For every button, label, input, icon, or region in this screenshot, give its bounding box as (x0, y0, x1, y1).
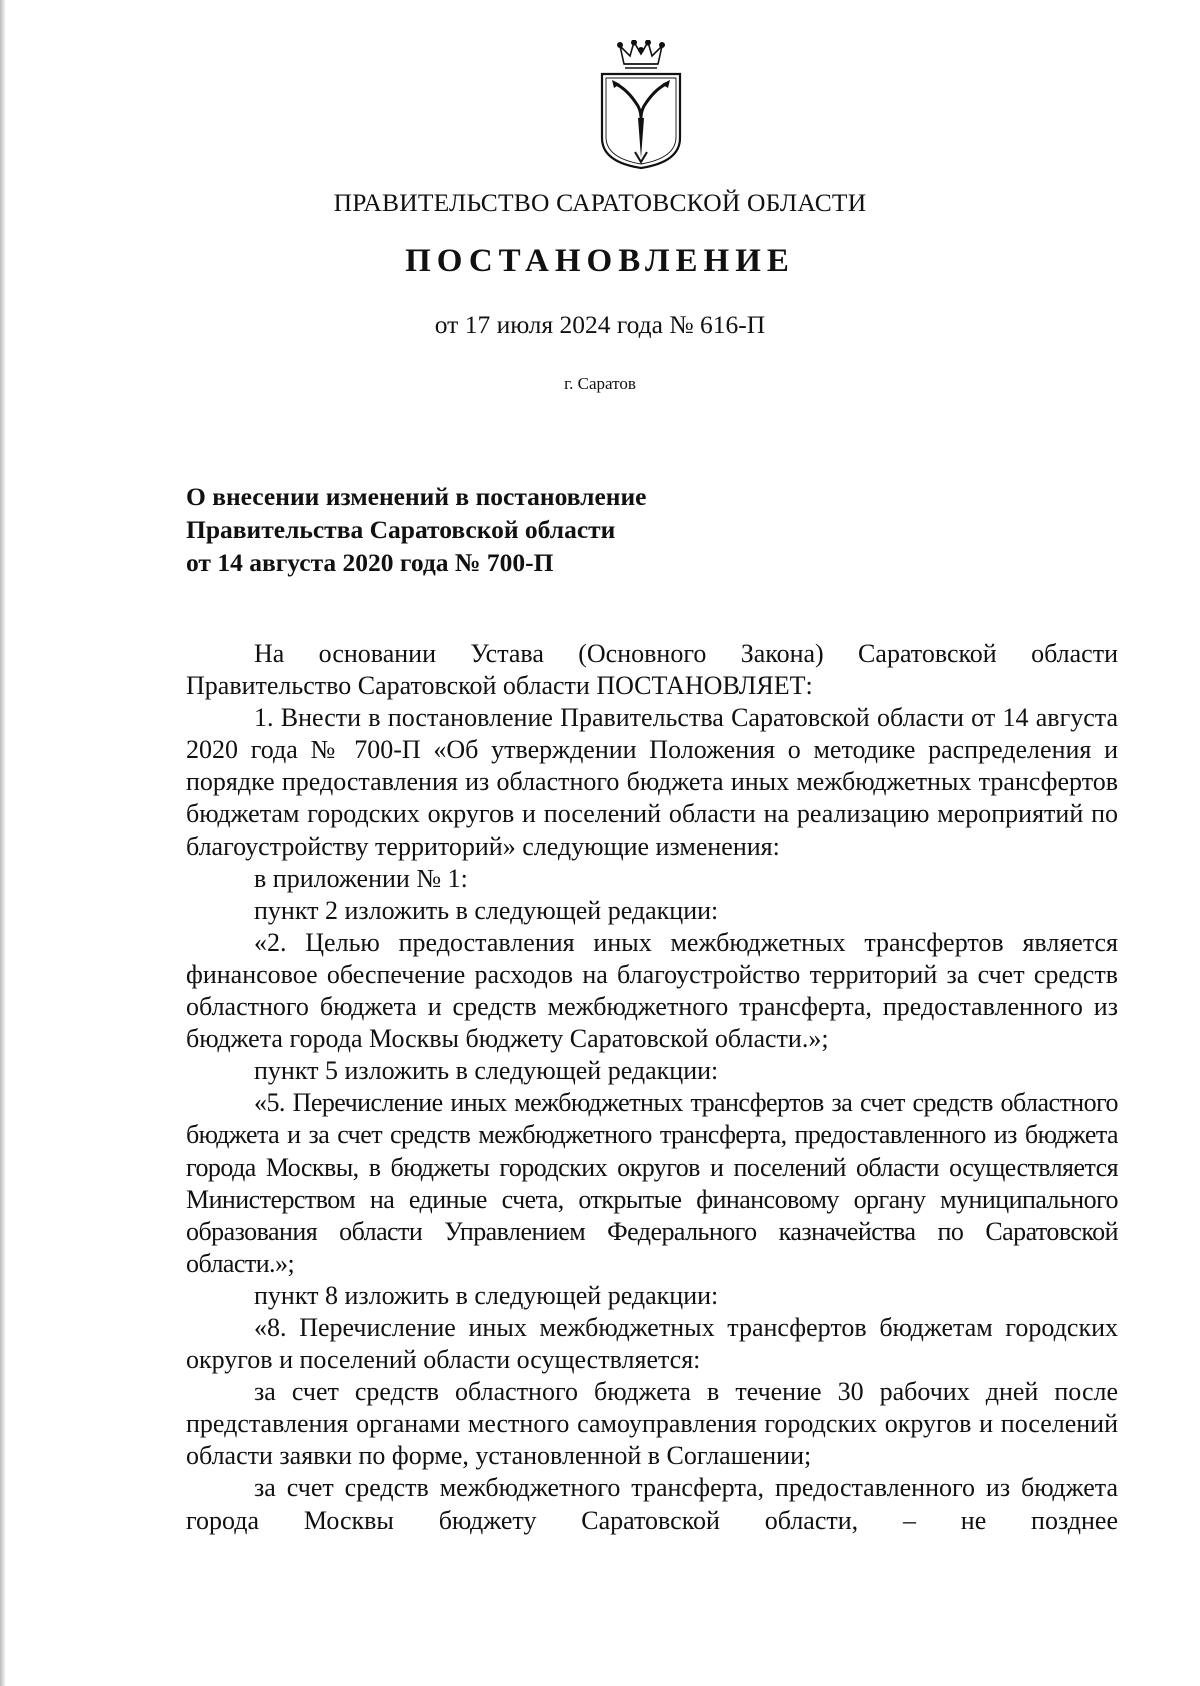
saratov-coat-of-arms-icon (594, 40, 688, 170)
document-city: г. Саратов (564, 374, 636, 393)
body-paragraph: На основании Устава (Основного Закона) Саратовской области Правительство Саратовской области ПОСТАНОВЛЯЕТ: (186, 639, 1118, 701)
body-paragraph: пункт 2 изложить в следующей редакции: (254, 895, 719, 925)
body-paragraph: «5. Перечисление иных межбюджетных трансфертов за счет средств областного бюджета и за счет средств межбюджетного трансферта, предоставленного из бюджета города Москвы, в бюджеты городских округов и поселений области осуществляется Министерством на единые счета, открытые финансовому органу муниципального образования области Управлением Федерального казначейства по Саратовской области.»; (186, 1088, 1118, 1278)
government-name: ПРАВИТЕЛЬСТВО САРАТОВСКОЙ ОБЛАСТИ (333, 188, 867, 217)
document-date-number: от 17 июля 2024 года № 616-П (434, 310, 766, 339)
body-paragraph: «8. Перечисление иных межбюджетных трансфертов бюджетам городских округов и поселений области осуществляется: (186, 1312, 1118, 1375)
body-paragraph: пункт 5 изложить в следующей редакции: (254, 1056, 719, 1086)
body-paragraph: «2. Целью предоставления иных межбюджетных трансфертов является финансовое обеспечение расходов на благоустройство территорий за счет средств областного бюджета и средств межбюджетного трансферта, предоставленного из бюджета города Москвы бюджету Саратовской области.»; (186, 927, 1118, 1054)
body-paragraph: за счет средств областного бюджета в течение 30 рабочих дней после представления органами местного самоуправления городских округов и поселений области заявки по форме, установленной в Соглашении; (186, 1377, 1118, 1471)
subject-line: от 14 августа 2020 года № 700-П (186, 548, 554, 577)
body-paragraph: в приложении № 1: (254, 863, 468, 893)
document-type: ПОСТАНОВЛЕНИЕ (405, 243, 795, 279)
document-body (186, 638, 1118, 1537)
subject-line: Правительства Саратовской области (186, 515, 616, 544)
body-paragraph: пункт 8 изложить в следующей редакции: (254, 1280, 719, 1310)
body-paragraph: за счет средств межбюджетного трансферта, предоставленного из бюджета города Москвы бюджету Саратовской области, – не позднее (186, 1473, 1118, 1535)
subject-line: О внесении изменений в постановление (186, 482, 647, 511)
document-subject (186, 480, 886, 579)
body-paragraph: 1. Внести в постановление Правительства Саратовской области от 14 августа 2020 года № 700-П «Об утверждении Положения о методике распределения и порядке предоставления из областного бюджета иных межбюджетных трансфертов бюджетам городских округов и поселений области на реализацию мероприятий по благоустройству территорий» следующие изменения: (186, 703, 1118, 861)
